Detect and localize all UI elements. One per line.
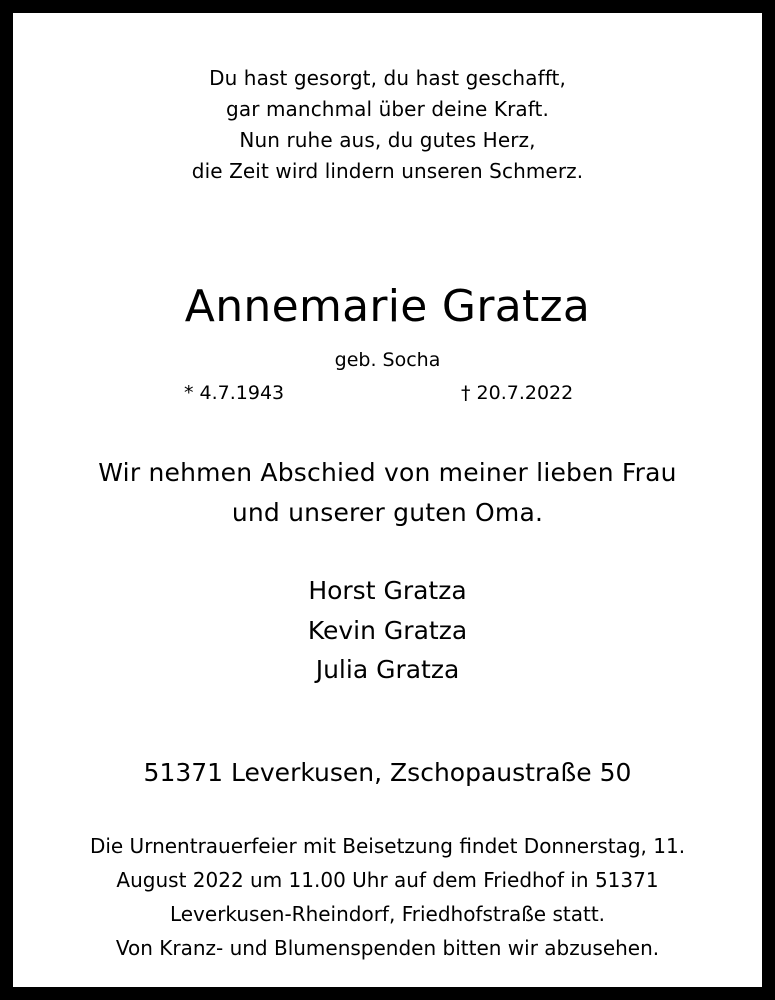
ceremony-line: Von Kranz- und Blumenspenden bitten wir abzusehen. [115, 936, 660, 960]
maiden-name: geb. Socha [334, 349, 441, 371]
poem-line: gar manchmal über deine Kraft. [226, 97, 549, 121]
poem-line: Nun ruhe aus, du gutes Herz, [239, 128, 536, 152]
family-member: Kevin Gratza [307, 615, 468, 645]
memorial-poem [13, 63, 762, 187]
family-member: Horst Gratza [308, 576, 467, 605]
ceremony-line: Die Urnentrauerfeier mit Beisetzung findet Donnerstag, 11. [89, 834, 686, 858]
family-member: Julia Gratza [315, 655, 460, 684]
poem-line: die Zeit wird lindern unseren Schmerz. [191, 159, 584, 183]
ceremony-line: August 2022 um 11.00 Uhr auf dem Friedhof in 51371 [116, 868, 659, 892]
death-date: † 20.7.2022 [461, 382, 574, 404]
poem-line: Du hast gesorgt, du hast geschafft, [209, 66, 566, 90]
ceremony-details [13, 829, 762, 965]
family-address: 51371 Leverkusen, Zschopaustraße 50 [143, 758, 632, 787]
birth-date: * 4.7.1943 [184, 382, 285, 404]
deceased-name: Annemarie Gratza [184, 281, 591, 332]
farewell-line: Wir nehmen Abschied von meiner lieben Frau [98, 458, 677, 487]
ceremony-line: Leverkusen-Rheindorf, Friedhofstraße statt. [169, 902, 606, 926]
farewell-line: und unserer guten Oma. [231, 498, 544, 527]
family-members [13, 571, 762, 690]
farewell-text [13, 453, 762, 533]
